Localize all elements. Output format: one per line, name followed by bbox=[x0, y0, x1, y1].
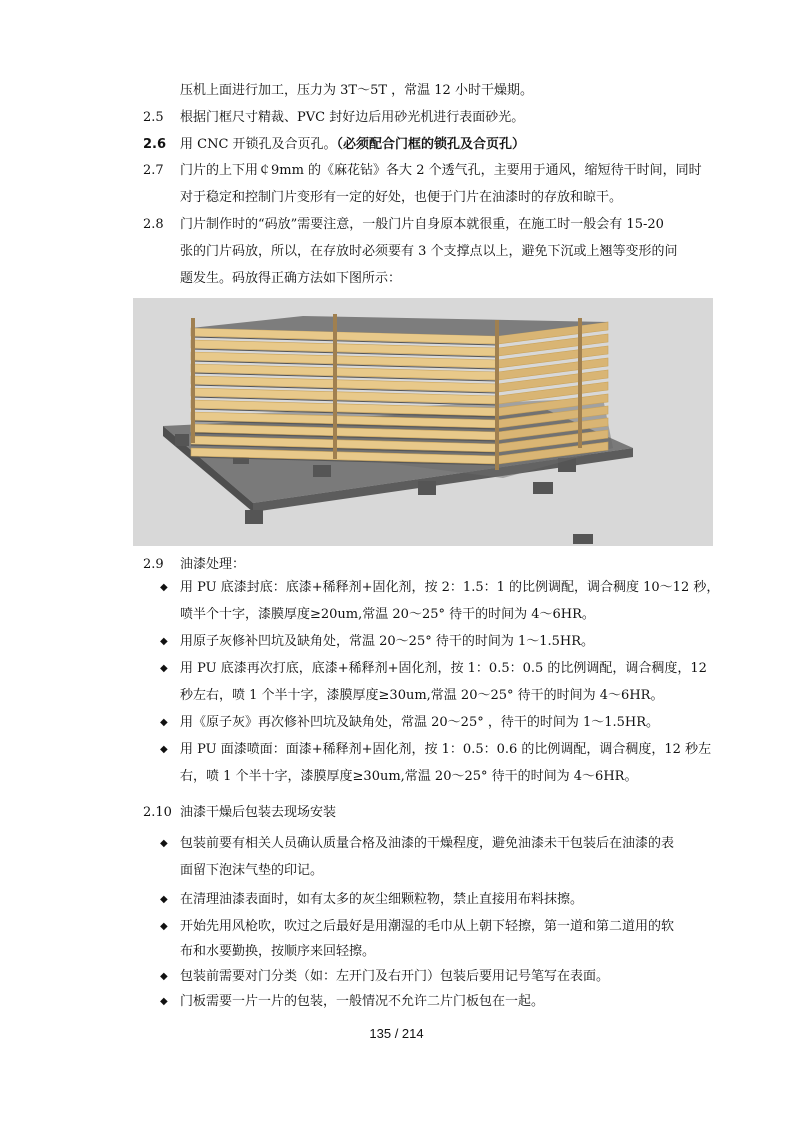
pallet-foot bbox=[245, 510, 263, 524]
diamond-bullet-icon: ◆ bbox=[160, 921, 168, 932]
diamond-bullet-icon: ◆ bbox=[160, 744, 168, 755]
section-number: 2.7 bbox=[143, 163, 164, 178]
spacer-batten bbox=[333, 314, 337, 459]
paragraph-line: 门片的上下用￠9mm 的《麻花钻》各大 2 个透气孔，主要用于通风，缩短待干时间，同时 bbox=[180, 163, 702, 178]
paragraph-line: 对于稳定和控制门片变形有一定的好处，也便于门片在油漆时的存放和晾干。 bbox=[180, 190, 623, 205]
section-number: 2.8 bbox=[143, 217, 164, 232]
spacer-batten bbox=[495, 320, 499, 470]
bullet-line: 门板需要一片一片的包装，一般情况不允许二片门板包在一起。 bbox=[180, 994, 545, 1009]
diamond-bullet-icon: ◆ bbox=[160, 663, 168, 674]
pallet-foot bbox=[573, 534, 593, 544]
pallet-foot bbox=[175, 434, 189, 446]
diamond-bullet-icon: ◆ bbox=[160, 971, 168, 982]
bullet-line: 面留下泡沫气垫的印记。 bbox=[180, 863, 324, 878]
section-number: 2.6 bbox=[143, 137, 167, 152]
pallet-foot bbox=[418, 481, 436, 495]
bullet-line: 用《原子灰》再次修补凹坑及缺角处，常温 20～25° ，待干的时间为 1～1.5HR。 bbox=[180, 715, 660, 730]
bold-note: （必须配合门框的锁孔及合页孔） bbox=[336, 137, 526, 152]
stacked-door-panels-figure bbox=[133, 298, 713, 546]
diamond-bullet-icon: ◆ bbox=[160, 717, 168, 728]
bullet-line: 用原子灰修补凹坑及缺角处，常温 20～25° 待干的时间为 1～1.5HR。 bbox=[180, 634, 595, 649]
pallet-foot bbox=[533, 482, 553, 494]
bullet-line: 开始先用风枪吹，吹过之后最好是用潮湿的毛巾从上朝下轻擦，第一道和第二道用的软 bbox=[180, 919, 675, 934]
bullet-line: 用 PU 底漆封底：底漆+稀释剂+固化剂，按 2：1.5：1 的比例调配，调合稠度 10～12 秒， bbox=[180, 580, 720, 595]
bullet-line: 喷半个十字，漆膜厚度≥20um,常温 20～25° 待干的时间为 4～6HR。 bbox=[180, 607, 595, 622]
spacer-batten bbox=[578, 318, 582, 448]
paragraph-line: 题发生。码放得正确方法如下图所示： bbox=[180, 271, 402, 286]
bullet-line: 用 PU 底漆再次打底，底漆+稀释剂+固化剂，按 1：0.5：0.5 的比例调配，调合稠度，12 bbox=[180, 661, 707, 676]
section-heading: 油漆干燥后包装去现场安装 bbox=[180, 805, 337, 820]
section-number: 2.9 bbox=[143, 557, 164, 572]
diamond-bullet-icon: ◆ bbox=[160, 894, 168, 905]
section-heading: 油漆处理： bbox=[180, 557, 246, 572]
diamond-bullet-icon: ◆ bbox=[160, 838, 168, 849]
bullet-line: 包装前要有相关人员确认质量合格及油漆的干燥程度，避免油漆未干包装后在油漆的表 bbox=[180, 836, 675, 851]
diamond-bullet-icon: ◆ bbox=[160, 996, 168, 1007]
bullet-line: 右，喷 1 个半十字，漆膜厚度≥30um,常温 20～25° 待干的时间为 4～6HR。 bbox=[180, 769, 638, 784]
bullet-line: 在清理油漆表面时，如有太多的灰尘细颗粒物，禁止直接用布料抹擦。 bbox=[180, 892, 584, 907]
section-number: 2.5 bbox=[143, 110, 164, 125]
board-stack bbox=[191, 316, 608, 465]
stack-illustration bbox=[133, 298, 713, 546]
text-run: 用 CNC 开锁孔及合页孔。 bbox=[180, 137, 337, 152]
paragraph-line bbox=[180, 136, 525, 154]
page-number: 135 / 214 bbox=[369, 1026, 424, 1041]
diamond-bullet-icon: ◆ bbox=[160, 636, 168, 647]
section-number: 2.10 bbox=[143, 805, 172, 820]
diamond-bullet-icon: ◆ bbox=[160, 582, 168, 593]
bullet-line: 包装前需要对门分类（如：左开门及右开门）包装后要用记号笔写在表面。 bbox=[180, 969, 610, 984]
pallet-foot bbox=[313, 465, 331, 477]
paragraph-line: 门片制作时的“码放”需要注意，一般门片自身原本就很重，在施工时一般会有 15-20 bbox=[180, 217, 664, 232]
paragraph-line: 压机上面进行加工，压力为 3T～5T ，常温 12 小时干燥期。 bbox=[180, 83, 533, 98]
spacer-batten bbox=[191, 318, 195, 443]
paragraph-line: 根据门框尺寸精裁、PVC 封好边后用砂光机进行表面砂光。 bbox=[180, 110, 525, 125]
paragraph-line: 张的门片码放，所以，在存放时必须要有 3 个支撑点以上，避免下沉或上翘等变形的问 bbox=[180, 244, 678, 259]
bullet-line: 秒左右，喷 1 个半十字，漆膜厚度≥30um,常温 20～25° 待干的时间为 4～6HR。 bbox=[180, 688, 664, 703]
bullet-line: 用 PU 面漆喷面：面漆+稀释剂+固化剂，按 1：0.5：0.6 的比例调配，调合稠度，12 秒左 bbox=[180, 742, 712, 757]
bullet-line: 布和水要勤换，按顺序来回轻擦。 bbox=[180, 944, 376, 959]
